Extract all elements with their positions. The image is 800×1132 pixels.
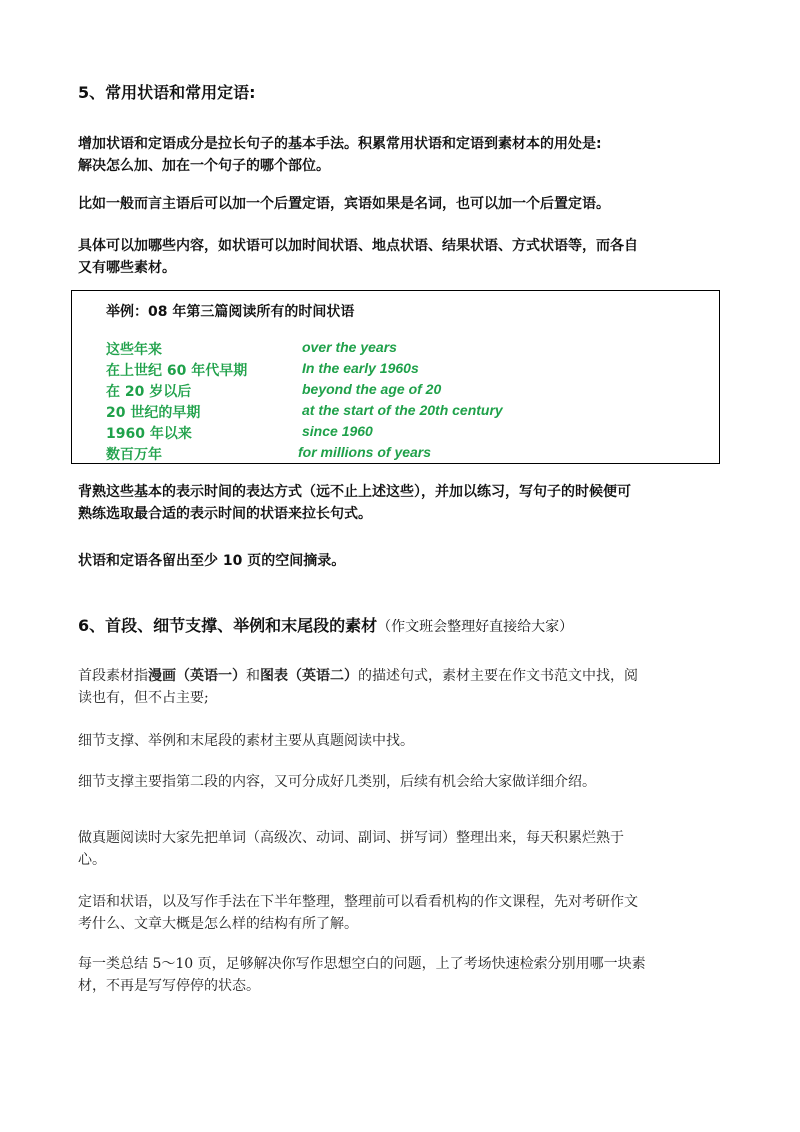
section6-paragraph-4 <box>78 827 728 871</box>
text-run: 的描述句式，素材主要在作文书范文中找，阅 <box>358 668 638 684</box>
example-box <box>71 290 720 464</box>
example-chinese: 在 20 岁以后 <box>106 384 192 400</box>
text-line: 每一类总结 5～10 页，足够解决你写作思想空白的问题，上了考场快速检索分别用哪一块素 <box>78 956 646 972</box>
section6-paragraph-2: 细节支撑、举例和末尾段的素材主要从真题阅读中找。 <box>78 733 414 749</box>
text-line: 心。 <box>78 852 106 868</box>
section5-paragraph-1 <box>78 133 728 177</box>
section6-heading <box>78 613 728 636</box>
emphasis-chart: 图表（英语二） <box>260 668 358 684</box>
example-english: In the early 1960s <box>302 360 419 376</box>
example-english: over the years <box>302 339 397 355</box>
text-line <box>78 665 728 687</box>
example-chinese: 这些年来 <box>106 342 162 358</box>
text-line: 材，不再是写写停停的状态。 <box>78 978 260 994</box>
text-line: 背熟这些基本的表示时间的表达方式（远不止上述这些），并加以练习，写句子的时候便可 <box>78 484 631 500</box>
text-run: 和 <box>246 668 260 684</box>
text-line: 增加状语和定语成分是拉长句子的基本手法。积累常用状语和定语到素材本的用处是: <box>78 136 602 152</box>
text-line: 又有哪些素材。 <box>78 260 176 276</box>
section6-heading-note: （作文班会整理好直接给大家） <box>377 619 574 635</box>
example-english: since 1960 <box>302 423 373 439</box>
example-chinese: 数百万年 <box>106 447 162 463</box>
example-english: for millions of years <box>298 444 432 460</box>
section5-paragraph-4 <box>78 481 728 525</box>
text-line: 熟练选取最合适的表示时间的状语来拉长句式。 <box>78 506 372 522</box>
example-chinese: 20 世纪的早期 <box>106 405 201 421</box>
text-line: 具体可以加哪些内容，如状语可以加时间状语、地点状语、结果状语、方式状语等，而各自 <box>78 238 638 254</box>
section6-paragraph-5 <box>78 891 728 935</box>
section5-paragraph-5: 状语和定语各留出至少 10 页的空间摘录。 <box>78 553 346 569</box>
example-english: beyond the age of 20 <box>302 381 442 397</box>
section6-paragraph-1 <box>78 665 728 709</box>
section5-paragraph-2: 比如一般而言主语后可以加一个后置定语，宾语如果是名词，也可以加一个后置定语。 <box>78 196 610 212</box>
text-line: 做真题阅读时大家先把单词（高级次、动词、副词、拼写词）整理出来，每天积累烂熟于 <box>78 830 624 846</box>
example-english: at the start of the 20th century <box>302 402 503 418</box>
text-line: 考什么、文章大概是怎么样的结构有所了解。 <box>78 916 358 932</box>
section6-paragraph-3: 细节支撑主要指第二段的内容，又可分成好几类别，后续有机会给大家做详细介绍。 <box>78 774 596 790</box>
text-line: 定语和状语，以及写作手法在下半年整理，整理前可以看看机构的作文课程，先对考研作文 <box>78 894 638 910</box>
text-line: 解决怎么加、加在一个句子的哪个部位。 <box>78 158 330 174</box>
emphasis-comic: 漫画（英语一） <box>148 668 246 684</box>
section6-heading-text: 6、首段、细节支撑、举例和末尾段的素材 <box>78 616 378 635</box>
example-chinese: 在上世纪 60 年代早期 <box>106 363 248 379</box>
text-run: 首段素材指 <box>78 668 148 684</box>
text-line: 读也有，但不占主要; <box>78 690 209 706</box>
example-title: 举例：08 年第三篇阅读所有的时间状语 <box>106 304 355 320</box>
example-chinese: 1960 年以来 <box>106 426 192 442</box>
section6-paragraph-6 <box>78 953 728 997</box>
section5-heading: 5、常用状语和常用定语: <box>78 83 256 102</box>
section5-paragraph-3 <box>78 235 728 279</box>
